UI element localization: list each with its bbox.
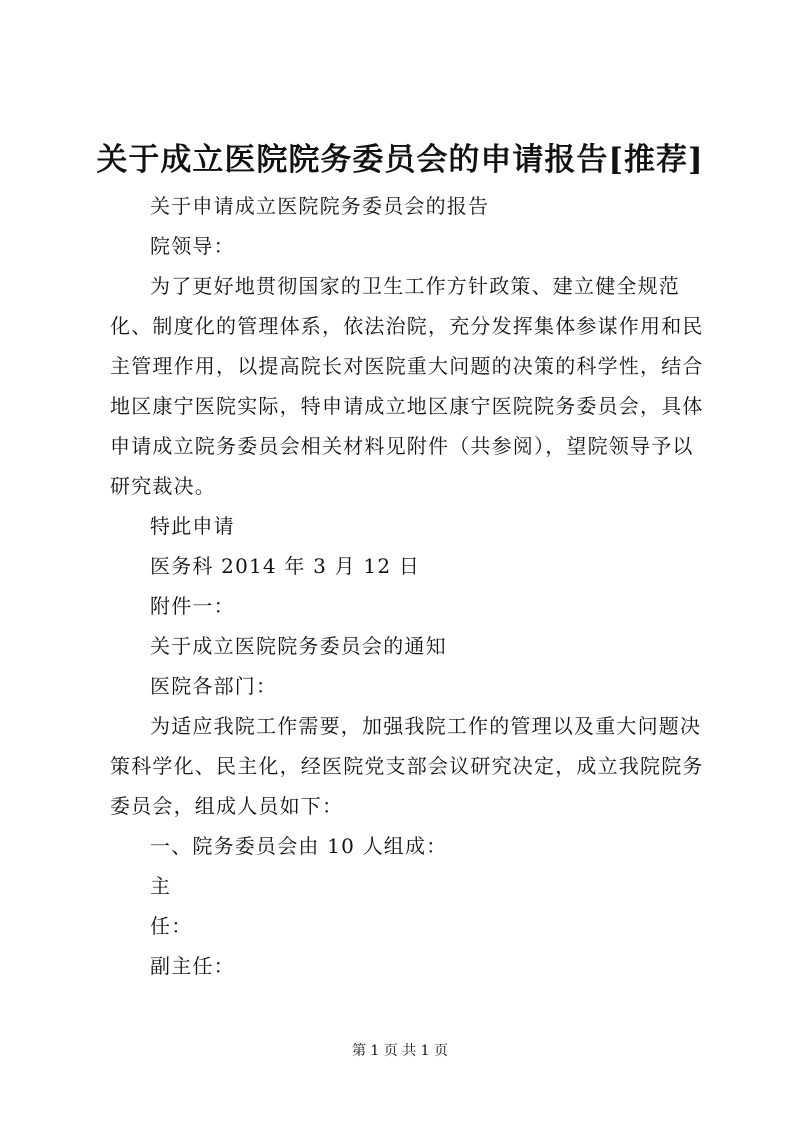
request-paragraph: 为了更好地贯彻国家的卫生工作方针政策、建立健全规范化、制度化的管理体系，依法治院，充分发挥集体参谋作用和民主管理作用，以提高院长对医院重大问题的决策的科学性，结合地区康宁医院实际，特申请成立地区康宁医院院务委员会，具体申请成立院务委员会相关材料见附件（共参阅），望院领导予以研究裁决。 [110,274,704,498]
document-title: 关于成立医院院务委员会的申请报告[推荐] [96,142,704,178]
attachment-label: 附件一： [150,594,235,618]
notice-title: 关于成立医院院务委员会的通知 [150,634,447,658]
report-subtitle: 关于申请成立医院院务委员会的报告 [150,194,490,218]
notice-paragraph: 为适应我院工作需要，加强我院工作的管理以及重大问题决策科学化、民主化，经医院党支部会议研究决定，成立我院院务委员会，组成人员如下： [110,714,704,818]
notice-salutation: 医院各部门： [150,674,278,698]
signature-date: 医务科 2014 年 3 月 12 日 [150,554,421,578]
salutation: 院领导： [150,234,235,258]
document-body [110,186,710,986]
director-label-part2: 任： [150,914,193,938]
committee-composition: 一、院务委员会由 10 人组成： [150,834,448,858]
page-footer: 第 1 页 共 1 页 [351,1043,449,1059]
closing-phrase: 特此申请 [150,514,235,538]
deputy-director-label: 副主任： [150,954,235,978]
director-label-part1: 主 [150,874,172,898]
